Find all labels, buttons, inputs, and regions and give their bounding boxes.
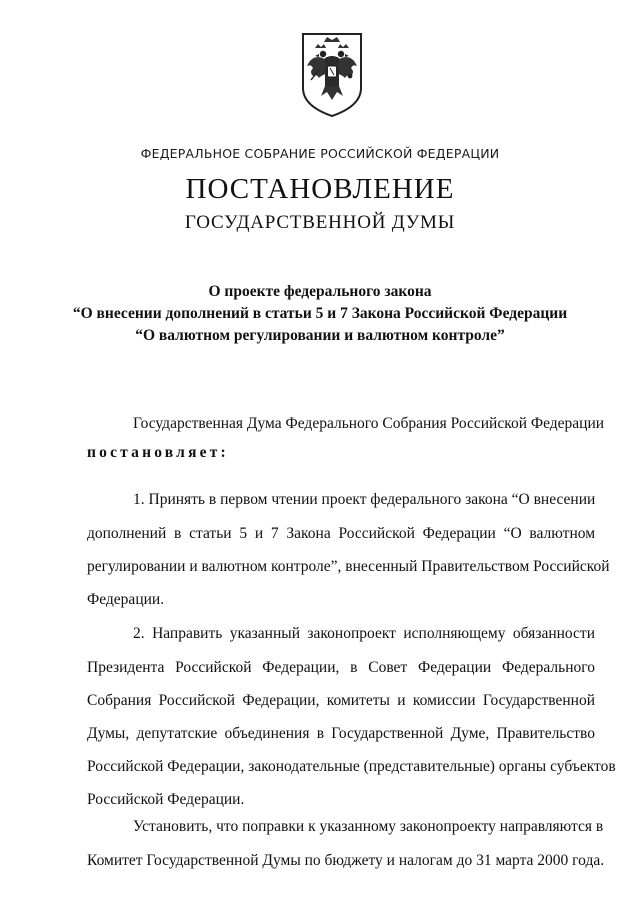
- decree-title: ПОСТАНОВЛЕНИЕ: [185, 173, 455, 205]
- paragraph-line: Установить, что поправки к указанному законопроекту направляются в: [133, 818, 604, 835]
- paragraph-line: Собрания Российской Федерации, комитеты и комиссии Государственной: [87, 692, 595, 709]
- paragraph-line: дополнений в статьи 5 и 7 Закона Российской Федерации “О валютном: [87, 525, 595, 542]
- duma-title: ГОСУДАРСТВЕННОЙ ДУМЫ: [184, 212, 456, 233]
- subject-line: О проекте федерального закона: [208, 283, 432, 300]
- paragraph-line: Федерации.: [87, 591, 165, 608]
- preamble-text: Государственная Дума Федерального Собрания Российской Федерации: [133, 415, 605, 432]
- subject-line: “О внесении дополнений в статьи 5 и 7 Закона Российской Федерации: [72, 305, 568, 322]
- paragraph-line: Думы, депутатские объединения в Государственной Думе, Правительство: [87, 725, 595, 742]
- paragraph-line: Комитет Государственной Думы по бюджету и налогам до 31 марта 2000 года.: [87, 852, 605, 869]
- paragraph-line: Российской Федерации.: [87, 791, 245, 808]
- paragraph-line: Российской Федерации, законодательные (представительные) органы субъектов: [87, 758, 616, 775]
- paragraph-line: 1. Принять в первом чтении проект федерального закона “О внесении: [133, 491, 596, 508]
- paragraph-line: 2. Направить указанный законопроект исполняющему обязанности: [133, 625, 595, 642]
- coat-of-arms-emblem: [297, 30, 367, 118]
- paragraph-line: Президента Российской Федерации, в Совет Федерации Федерального: [87, 659, 595, 676]
- assembly-title: ФЕДЕРАЛЬНОЕ СОБРАНИЕ РОССИЙСКОЙ ФЕДЕРАЦИИ: [140, 146, 500, 161]
- resolution-subject: [0, 281, 640, 347]
- subject-line: “О валютном регулировании и валютном контроле”: [135, 327, 505, 344]
- paragraph-line: регулировании и валютном контроле”, внесенный Правительством Российской: [87, 558, 610, 575]
- preamble-resolves: постановляет:: [87, 444, 229, 461]
